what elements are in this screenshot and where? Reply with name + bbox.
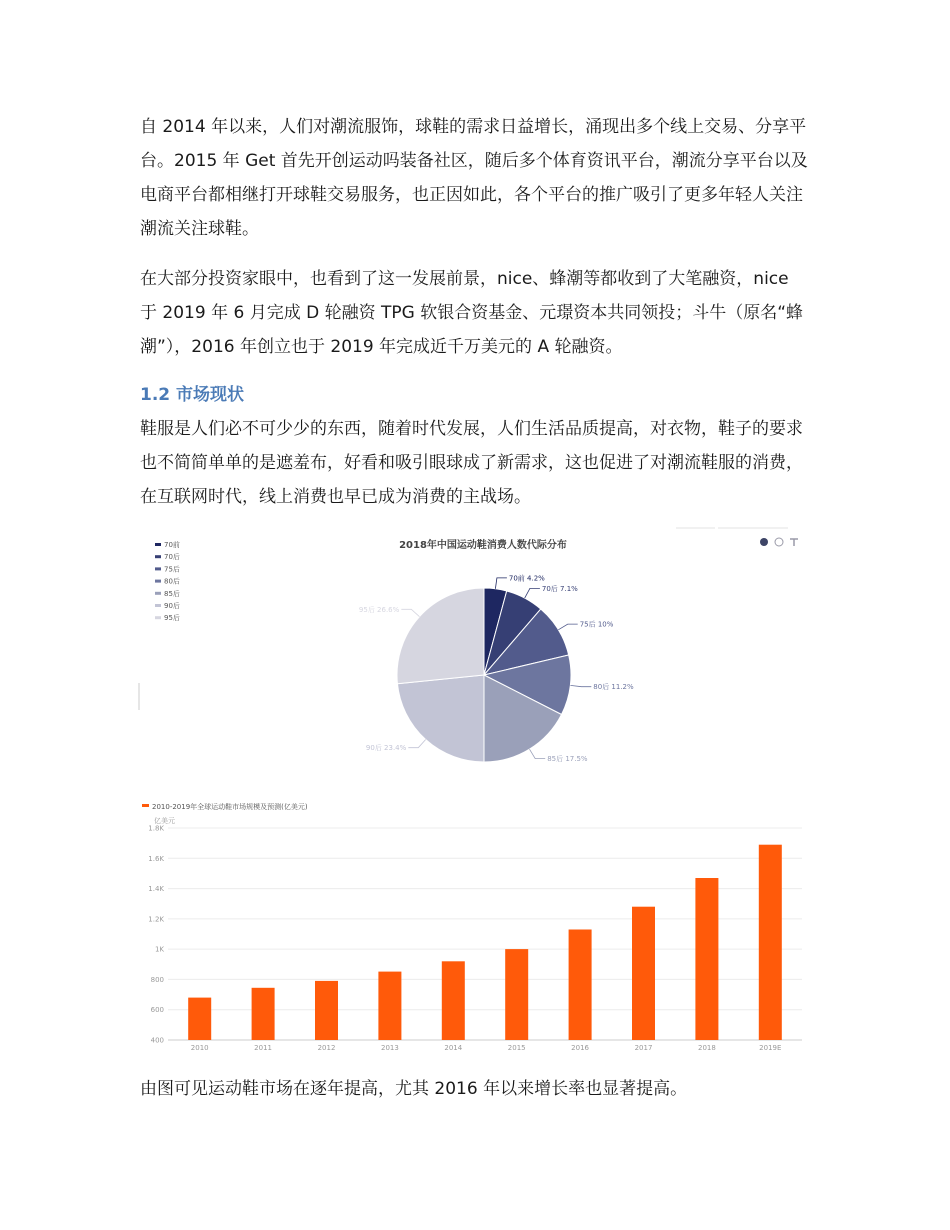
pie-label-line [530,749,546,758]
paragraph-line: 在大部分投资家眼中，也看到了这一发展前景，nice、蜂潮等都收到了大笔融资，nice [140,269,789,289]
pie-legend [155,540,180,622]
paragraph-line: 台。2015 年 Get 首先开创运动吗装备社区，随后多个体育资讯平台，潮流分享平台以及 [140,151,808,171]
pie-legend-swatch[interactable] [155,616,161,619]
pie-label-line [570,685,591,686]
y-tick-label: 1.2K [148,915,164,924]
x-tick-label: 2010 [190,1044,209,1052]
paragraph-2 [140,262,810,364]
refresh-icon[interactable] [775,538,783,546]
pie-legend-label[interactable]: 85后 [164,589,180,598]
pie-legend-label[interactable]: 70后 [164,553,180,562]
pie-legend-label[interactable]: 95后 [164,614,180,623]
paragraph-line: 在互联网时代，线上消费也早已成为消费的主战场。 [140,487,531,507]
pie-data-label: 95后 26.6% [358,605,400,614]
bar[interactable] [188,998,211,1040]
x-tick-label: 2016 [571,1044,590,1052]
bar[interactable] [505,949,528,1040]
paragraph-3 [140,412,810,514]
pie-data-label: 80后 11.2% [593,683,634,692]
x-tick-label: 2017 [634,1044,653,1052]
bar[interactable] [378,972,401,1040]
pie-label-line [401,609,419,616]
pie-label-line [525,588,540,598]
y-tick-label: 1.6K [148,854,164,863]
bar[interactable] [759,845,782,1040]
pie-title: 2018年中国运动鞋消费人数代际分布 [399,540,567,551]
y-tick-label: 1K [154,945,164,954]
pie-data-label: 85后 17.5% [547,755,588,764]
y-tick-label: 1.8K [148,824,164,833]
pie-legend-label[interactable]: 75后 [164,565,180,574]
pie-label-line [408,740,425,748]
pie-data-label: 70前 4.2% [508,574,545,583]
theme-icon[interactable] [760,538,768,546]
bar[interactable] [569,930,592,1041]
pie-data-label: 75后 10% [579,620,614,629]
y-tick-label: 800 [150,975,164,984]
x-tick-label: 2015 [507,1044,526,1052]
bar[interactable] [695,878,718,1040]
paragraph-line: 潮”），2016 年创立也于 2019 年完成近千万美元的 A 轮融资。 [140,337,623,357]
pie-legend-label[interactable]: 80后 [164,577,180,586]
bar[interactable] [252,988,275,1040]
bar-chart [138,795,810,1057]
pie-chart [138,525,810,770]
pie-legend-swatch[interactable] [155,592,161,595]
x-tick-label: 2019E [759,1044,782,1052]
pie-slice[interactable] [397,588,484,684]
x-tick-label: 2011 [254,1044,273,1052]
pie-data-label: 70后 7.1% [541,584,578,593]
y-tick-label: 400 [150,1036,164,1045]
paragraph-4 [140,1072,810,1106]
pie-legend-label[interactable]: 70前 [164,541,180,549]
paragraph-line: 鞋服是人们必不可少少的东西，随着时代发展，人们生活品质提高，对衣物，鞋子的要求 [140,419,803,439]
bar-legend-swatch[interactable] [142,804,149,807]
x-tick-label: 2012 [317,1044,336,1052]
x-tick-label: 2013 [380,1044,399,1052]
paragraph-line: 于 2019 年 6 月完成 D 轮融资 TPG 软银合资基金、元璟资本共同领投；斗牛（原名“蜂 [140,303,804,323]
y-tick-label: 1.4K [148,885,164,894]
bar[interactable] [442,961,465,1040]
paragraph-line: 由图可见运动鞋市场在逐年提高，尤其 2016 年以来增长率也显著提高。 [140,1079,688,1099]
y-axis-unit: 亿美元 [154,817,175,825]
bar-legend-label[interactable]: 2010-2019年全球运动鞋市场规模及预测(亿美元) [152,803,308,811]
x-tick-label: 2014 [444,1044,463,1052]
pie-slices [397,588,571,762]
pie-legend-swatch[interactable] [155,580,161,583]
paragraph-line: 电商平台都相继打开球鞋交易服务，也正因如此，各个平台的推广吸引了更多年轻人关注 [140,185,803,205]
bar-bars [188,845,782,1040]
pie-legend-swatch[interactable] [155,555,161,558]
pie-legend-swatch[interactable] [155,567,161,570]
pie-legend-label[interactable]: 90后 [164,602,180,610]
paragraph-line: 自 2014 年以来，人们对潮流服饰，球鞋的需求日益增长，涌现出多个线上交易、分享平 [140,117,807,137]
bar-x-labels [191,1044,782,1052]
x-tick-label: 2018 [697,1044,716,1052]
section-heading: 1.2 市场现状 [140,385,245,405]
bar[interactable] [632,907,655,1040]
bar[interactable] [315,981,338,1040]
y-tick-label: 600 [150,1006,164,1015]
paragraph-line: 也不简简单单的是遮羞布，好看和吸引眼球成了新需求，这也促进了对潮流鞋服的消费， [140,453,803,473]
pie-data-label: 90后 23.4% [365,744,407,753]
pie-slice[interactable] [397,675,484,762]
pie-label-line [558,624,577,630]
pie-legend-swatch[interactable] [155,604,161,607]
download-icon[interactable] [790,539,798,546]
pie-legend-swatch[interactable] [155,543,161,546]
paragraph-line: 潮流关注球鞋。 [140,219,259,239]
pie-label-line [495,578,507,589]
paragraph-1 [140,110,810,246]
